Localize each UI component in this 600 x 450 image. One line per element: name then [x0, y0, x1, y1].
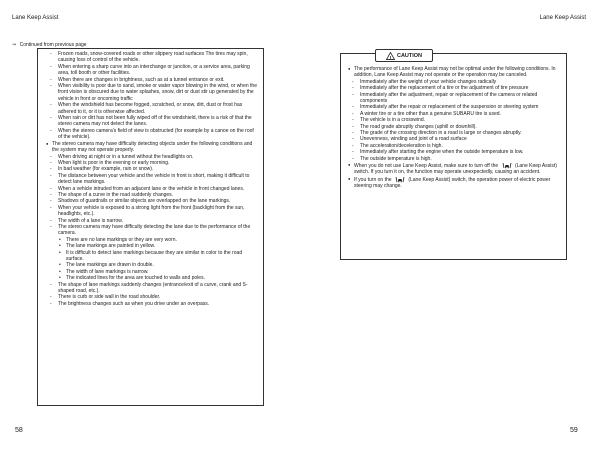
left-dash-item: - When driving at night or in a tunnel without the headlights on.: [46, 154, 258, 160]
switch-note-2: [348, 176, 561, 190]
left-dash-item: - When visibility is poor due to sand, smoke or water vapor blowing in the wind, or when the front vision is obscured due to water splashes, snow, dirt or dust stir up generated by the vehicle in front or oncoming traffic: [46, 83, 258, 102]
left-dash-item: - The distance between your vehicle and the vehicle in front is short, making it difficult to detect lane markings.: [46, 173, 258, 186]
left-bullet-item: ● The stereo camera may have difficulty detecting objects under the following conditions and the system may not operate properly.: [46, 141, 258, 154]
caution-title: CAUTION: [396, 52, 423, 59]
caution-label: [375, 49, 433, 62]
left-dash-item: - Shadows of guardrails or similar objects are overlapped on the lane markings.: [46, 198, 258, 204]
left-warning-box: [37, 48, 264, 406]
left-dot-item: • There are no lane markings or they are very worn.: [46, 237, 258, 243]
left-dot-item: • The lane markings are painted in yellow.: [46, 243, 258, 249]
page-number-right: 59: [570, 427, 578, 434]
left-dash-item: - The shape of a curve in the road suddenly changes.: [46, 192, 258, 198]
caution-list: [348, 66, 561, 162]
switch-note-2-after: (Lane Keep Assist) switch, the operation power of electric power steering may change.: [354, 176, 551, 189]
left-dash-item: - When the stereo camera's field of view is obstructed (for example by a canoe on the roof of the vehicle).: [46, 128, 258, 141]
caution-dash-item: - Immediately after the repair or replacement of the suspension or steering system: [348, 104, 561, 110]
caution-dash-item: - Immediately after starting the engine when the outside temperature is low.: [348, 149, 561, 155]
page-number-left: 58: [15, 427, 23, 434]
lane-keep-assist-icon: [501, 162, 513, 169]
caution-dash-item: - The road grade abruptly changes (uphill or downhill).: [348, 124, 561, 130]
switch-note-1-after: (Lane Keep Assist) switch. If you turn it on, the function may operate unexpectedly, causing an accident.: [354, 162, 557, 176]
left-dash-item: - When light is poor in the evening or early morning.: [46, 160, 258, 166]
left-dot-item: • The width of lane markings is narrow.: [46, 269, 258, 275]
left-dash-item: - When your vehicle is exposed to a strong light from the front (backlight from the sun, headlights, etc.).: [46, 205, 258, 218]
caution-box: [340, 53, 567, 260]
left-dash-item: - The stereo camera may have difficulty detecting the lane due to the performance of the camera.: [46, 224, 258, 237]
caution-dash-item: - Unevenness, winding and joint of a road surface: [348, 136, 561, 142]
left-dash-item: - When rain or dirt has not been fully wiped off of the windshield, there is a risk of that the stereo camera may not detect the lanes.: [46, 115, 258, 128]
page-header-right: Lane Keep Assist: [539, 15, 586, 21]
continued-text: Continued from previous page: [19, 42, 87, 48]
left-dash-item: - Frozen roads, snow-covered roads or other slippery road surfaces The tires may spin, causing loss of control of the vehicle.: [46, 51, 258, 64]
arrow-right-icon: ⇒: [12, 42, 17, 48]
left-dot-item: • The lane markings are drawn in double.: [46, 262, 258, 268]
left-dash-item: - In bad weather (for example, rain or snow).: [46, 166, 258, 172]
svg-text:!: !: [389, 55, 392, 60]
switch-note-1: [348, 162, 561, 176]
caution-dash-item: - The outside temperature is high.: [348, 156, 561, 162]
switch-note-1-before: When you do not use Lane Keep Assist, make sure to turn off the: [354, 162, 499, 169]
lane-keep-assist-icon: [394, 176, 406, 183]
caution-bullet-item: ● The performance of Lane Keep Assist may not be optimal under the following conditions. In addition, Lane Keep Assist may not operate or the operation may be canceled.: [348, 66, 561, 79]
left-dash-item: - The brightness changes such as when you drive under an overpass.: [46, 301, 258, 307]
left-dash-item: - When a vehicle intruded from an adjacent lane or the vehicle in front changed lanes.: [46, 186, 258, 192]
switch-note-2-before: If you turn on the: [354, 176, 392, 183]
page-header-left: Lane Keep Assist: [12, 15, 59, 21]
left-list: [46, 51, 258, 307]
caution-dash-item: - Immediately after the replacement of a tire or the adjustment of tire pressure: [348, 85, 561, 91]
left-dash-item: - When the windshield has become fogged, scratched, or snow, dirt, dust or frost has adhered to it, or it is otherwise affected.: [46, 102, 258, 115]
left-dash-item: - The width of a lane is narrow.: [46, 218, 258, 224]
warning-triangle-icon: [386, 52, 395, 60]
left-dash-item: - When entering a sharp curve into an interchange or junction, or a service area, parking area, toll booth or other facilities.: [46, 64, 258, 77]
left-dot-item: • The indicated lines for the area are touched to walls and poles.: [46, 275, 258, 281]
caution-dash-item: - The grade of the crossing direction in a road is large or changes abruptly.: [348, 130, 561, 136]
caution-dash-item: - Immediately after the adjustment, repair or replacement of the camera or related components: [348, 92, 561, 105]
switch-notes: [348, 162, 561, 189]
caution-dash-item: - Immediately after the weight of your vehicle changes radically: [348, 79, 561, 85]
left-dot-item: • It is difficult to detect lane markings because they are similar in color to the road surface.: [46, 250, 258, 263]
caution-dash-item: - The vehicle is in a crosswind.: [348, 117, 561, 123]
left-dash-item: - The shape of lane markings suddenly changes (entrance/exit of a curve, crank and S-shaped road, etc.).: [46, 282, 258, 295]
caution-dash-item: - The acceleration/deceleration is high.: [348, 143, 561, 149]
left-dash-item: - When there are changes in brightness, such as at a tunnel entrance or exit.: [46, 77, 258, 83]
caution-dash-item: - A winter tire or a tire other than a genuine SUBARU tire is used.: [348, 111, 561, 117]
left-dash-item: - There is curb or side wall in the road shoulder.: [46, 294, 258, 300]
